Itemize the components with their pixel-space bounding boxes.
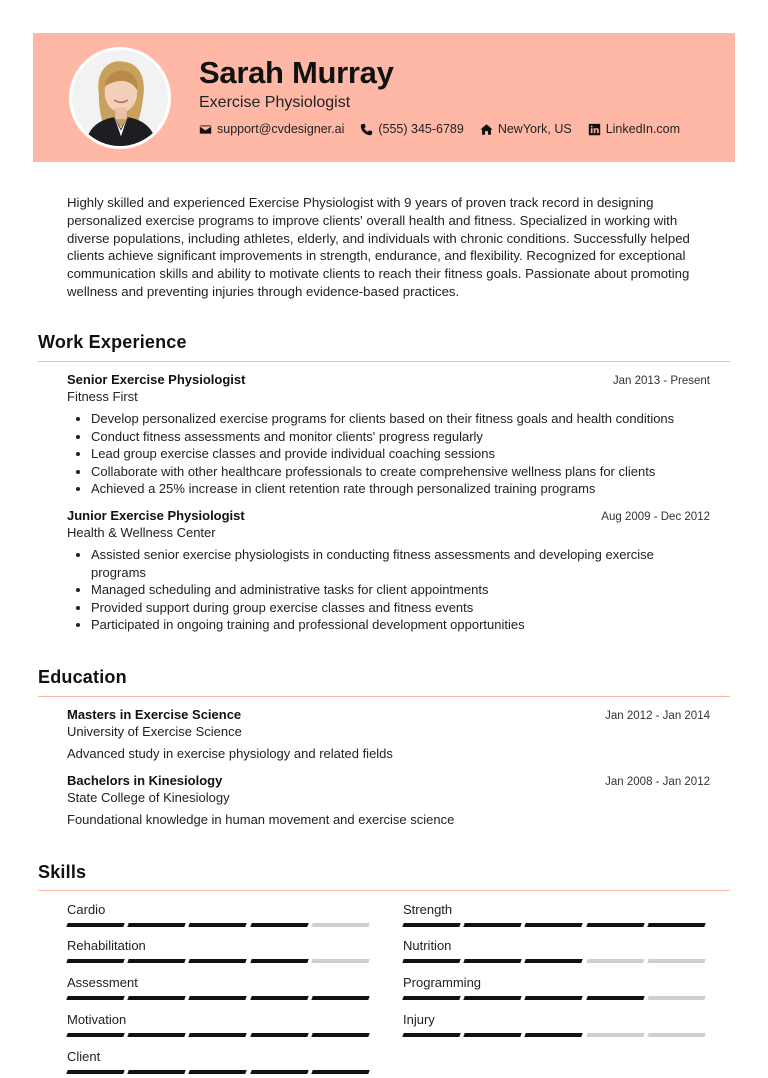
resume-header: [33, 33, 735, 162]
skill-segment-filled: [66, 996, 125, 1000]
skill-segment-filled: [66, 1070, 125, 1074]
skill-segment-filled: [127, 1070, 186, 1074]
job-bullets: [67, 546, 710, 634]
skill-segment-filled: [250, 959, 309, 963]
skill-item: [67, 1049, 373, 1074]
section-divider: [38, 696, 730, 697]
skill-segment-empty: [586, 1033, 645, 1037]
skill-item: [403, 902, 709, 927]
skill-level-bar: [403, 923, 709, 927]
skill-segment-filled: [127, 959, 186, 963]
education-entry: [67, 773, 710, 827]
skill-segment-empty: [647, 996, 706, 1000]
skill-name: Nutrition: [403, 938, 452, 953]
contact-linkedin[interactable]: [588, 122, 680, 136]
skill-segment-filled: [463, 1033, 522, 1037]
skill-segment-filled: [189, 1033, 248, 1037]
school-name: University of Exercise Science: [67, 724, 242, 739]
skill-segment-filled: [525, 923, 584, 927]
profile-summary: Highly skilled and experienced Exercise Physiologist with 9 years of proven track record in designing personalized exercise programs to improve clients' overall health and fitness. Specialized in working with diverse populations, including athletes, elderly, and individuals with chronic conditions. Successfully helped clients achieve significant improvements in strength, endurance, and flexibility. Recognized for exceptional communication skills and ability to motivate clients to reach their fitness goals. Passionate about promoting wellness and preventing injuries through evidence-based practices.: [67, 195, 690, 299]
degree-description: Advanced study in exercise physiology and related fields: [67, 746, 393, 761]
skill-level-bar: [67, 1033, 373, 1037]
skill-level-bar: [403, 959, 709, 963]
skill-segment-filled: [66, 959, 125, 963]
skill-segment-filled: [250, 996, 309, 1000]
skill-item: [403, 938, 709, 963]
profile-photo-image: [72, 50, 168, 146]
skill-segment-empty: [311, 923, 370, 927]
contact-phone-text: (555) 345-6789: [378, 122, 464, 136]
job-bullets: [67, 410, 710, 498]
job-bullet: • Lead group exercise classes and provide individual coaching sessions: [91, 445, 710, 463]
work-entry: [67, 372, 710, 498]
skill-segment-filled: [402, 959, 461, 963]
section-title-education: Education: [38, 667, 127, 687]
skill-level-bar: [67, 996, 373, 1000]
skill-segment-filled: [402, 923, 461, 927]
skill-segment-filled: [189, 923, 248, 927]
skill-segment-filled: [525, 1033, 584, 1037]
skill-segment-filled: [311, 1070, 370, 1074]
skill-segment-filled: [127, 996, 186, 1000]
education-entry: [67, 707, 710, 761]
job-title: Junior Exercise Physiologist: [67, 508, 245, 523]
job-company: Health & Wellness Center: [67, 525, 216, 540]
skill-segment-filled: [189, 996, 248, 1000]
linkedin-icon: [588, 123, 601, 136]
skill-segment-filled: [250, 1070, 309, 1074]
contact-row: [199, 122, 696, 136]
job-title: Senior Exercise Physiologist: [67, 372, 246, 387]
skill-segment-filled: [189, 959, 248, 963]
phone-icon: [360, 123, 373, 136]
skill-segment-filled: [189, 1070, 248, 1074]
degree-description: Foundational knowledge in human movement and exercise science: [67, 812, 455, 827]
skill-name: Client: [67, 1049, 101, 1064]
skill-name: Cardio: [67, 902, 106, 917]
skill-level-bar: [403, 996, 709, 1000]
job-date: Aug 2009 - Dec 2012: [601, 511, 710, 523]
contact-email[interactable]: [199, 122, 344, 136]
skill-segment-filled: [402, 996, 461, 1000]
envelope-icon: [199, 123, 212, 136]
skill-segment-filled: [311, 1033, 370, 1037]
job-date: Jan 2013 - Present: [612, 375, 710, 387]
job-bullet: • Conduct fitness assessments and monitor clients' progress regularly: [91, 428, 710, 446]
home-icon: [480, 123, 493, 136]
skill-name: Programming: [403, 975, 482, 990]
skill-item: [403, 975, 709, 1000]
skill-segment-filled: [647, 923, 706, 927]
job-bullet: • Achieved a 25% increase in client retention rate through personalized training programs: [91, 480, 710, 498]
skill-segment-filled: [250, 923, 309, 927]
skill-segment-filled: [66, 1033, 125, 1037]
school-name: State College of Kinesiology: [67, 790, 230, 805]
job-bullet: • Managed scheduling and administrative tasks for client appointments: [91, 581, 710, 599]
skill-level-bar: [67, 923, 373, 927]
skill-segment-filled: [463, 923, 522, 927]
section-divider: [38, 361, 730, 362]
skill-item: [67, 1012, 373, 1037]
job-bullet: • Develop personalized exercise programs for clients based on their fitness goals and health conditions: [91, 410, 710, 428]
skill-level-bar: [67, 959, 373, 963]
skill-segment-filled: [525, 996, 584, 1000]
skill-segment-empty: [647, 959, 706, 963]
profile-photo: [69, 47, 171, 149]
skill-segment-filled: [127, 923, 186, 927]
skill-segment-filled: [463, 996, 522, 1000]
work-entry: [67, 508, 710, 634]
skill-level-bar: [403, 1033, 709, 1037]
skill-name: Strength: [403, 902, 453, 917]
skill-segment-filled: [311, 996, 370, 1000]
skill-segment-filled: [66, 923, 125, 927]
job-bullet: • Collaborate with other healthcare professionals to create comprehensive wellness plans for clients: [91, 463, 710, 481]
skill-segment-filled: [525, 959, 584, 963]
contact-phone[interactable]: [360, 122, 463, 136]
contact-location-text: NewYork, US: [497, 122, 572, 136]
job-bullet: • Provided support during group exercise classes and fitness events: [91, 599, 710, 617]
degree-date: Jan 2008 - Jan 2012: [605, 776, 710, 788]
skill-item: [67, 975, 373, 1000]
skill-segment-filled: [463, 959, 522, 963]
skill-name: Assessment: [67, 975, 138, 990]
contact-location: [480, 122, 572, 136]
skill-segment-empty: [586, 959, 645, 963]
skill-segment-filled: [586, 923, 645, 927]
skill-segment-empty: [311, 959, 370, 963]
degree-title: Masters in Exercise Science: [67, 707, 242, 722]
skill-segment-filled: [127, 1033, 186, 1037]
job-company: Fitness First: [67, 389, 138, 404]
skill-segment-filled: [250, 1033, 309, 1037]
job-bullet: • Assisted senior exercise physiologists in conducting fitness assessments and developing exercise programs: [91, 546, 710, 581]
section-title-skills: Skills: [38, 862, 87, 882]
section-divider: [38, 890, 730, 891]
contact-linkedin-text: LinkedIn.com: [605, 122, 681, 136]
skill-segment-empty: [647, 1033, 706, 1037]
candidate-role: Exercise Physiologist: [199, 94, 351, 111]
job-bullet: • Participated in ongoing training and professional development opportunities: [91, 616, 710, 634]
skill-level-bar: [67, 1070, 373, 1074]
candidate-name: Sarah Murray: [199, 55, 394, 90]
skill-name: Injury: [403, 1012, 435, 1027]
skill-name: Rehabilitation: [67, 938, 146, 953]
skill-item: [67, 938, 373, 963]
skill-item: [403, 1012, 709, 1037]
skill-segment-filled: [402, 1033, 461, 1037]
skill-item: [67, 902, 373, 927]
section-title-work: Work Experience: [38, 332, 187, 352]
degree-title: Bachelors in Kinesiology: [67, 773, 223, 788]
skill-name: Motivation: [67, 1012, 127, 1027]
contact-email-text: support@cvdesigner.ai: [217, 122, 345, 136]
degree-date: Jan 2012 - Jan 2014: [605, 710, 710, 722]
skill-segment-filled: [586, 996, 645, 1000]
